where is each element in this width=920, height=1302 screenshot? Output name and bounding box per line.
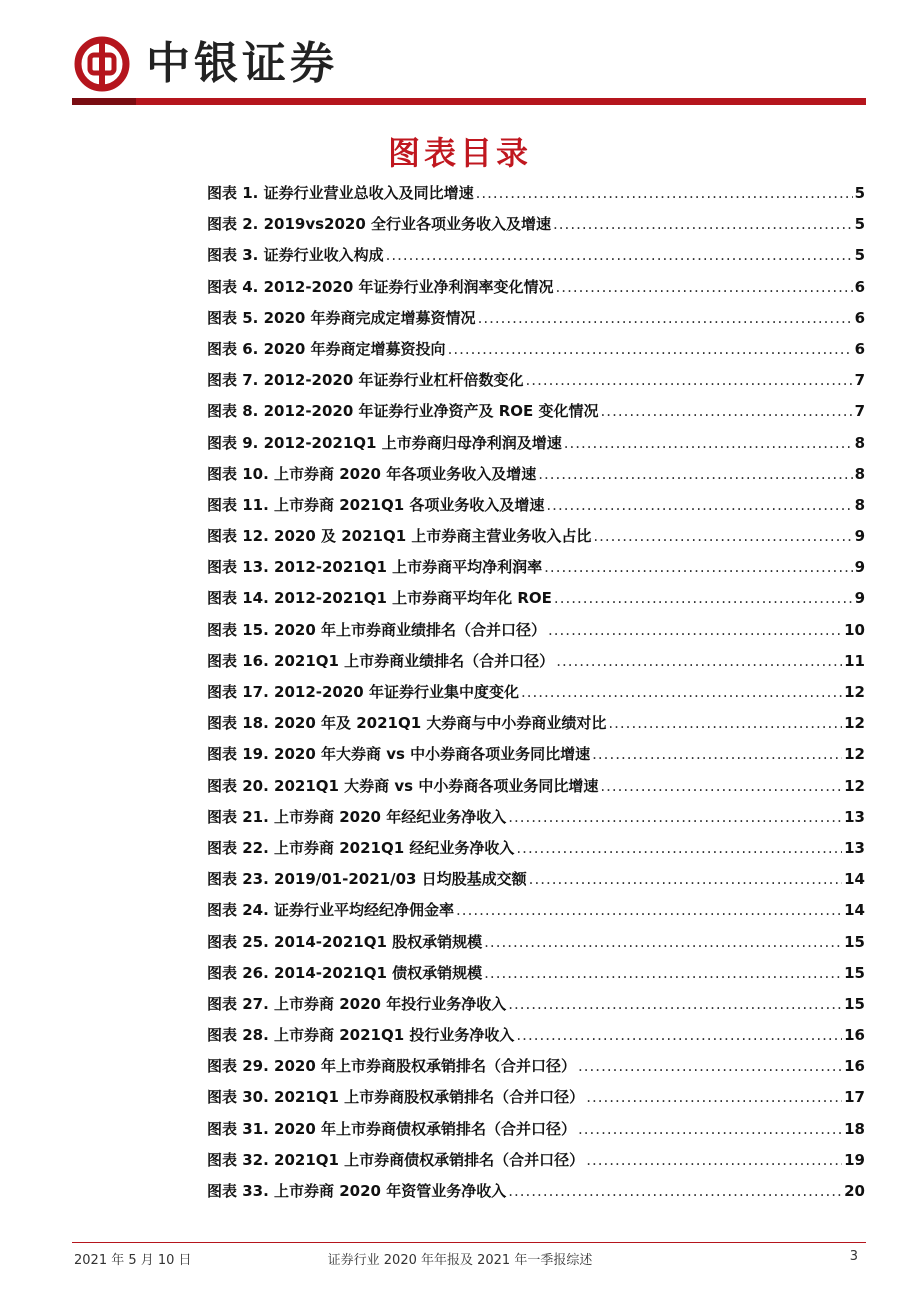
toc-entry[interactable] bbox=[207, 400, 865, 431]
toc-entry-page: 7 bbox=[854, 371, 865, 390]
toc-entry[interactable] bbox=[207, 182, 865, 213]
toc-entry[interactable] bbox=[207, 1118, 865, 1149]
toc-entry-page: 16 bbox=[844, 1026, 865, 1045]
toc-leader-dots bbox=[521, 683, 842, 701]
toc-entry[interactable] bbox=[207, 806, 865, 837]
toc-entry-page: 17 bbox=[844, 1088, 865, 1107]
toc-entry[interactable] bbox=[207, 962, 865, 993]
toc-entry[interactable] bbox=[207, 556, 865, 587]
toc-entry[interactable] bbox=[207, 244, 865, 275]
toc-entry-label: 图表 8. 2012-2020 年证券行业净资产及 ROE 变化情况 bbox=[207, 402, 599, 421]
toc-entry-page: 6 bbox=[854, 308, 865, 327]
toc-leader-dots bbox=[538, 465, 852, 483]
toc-entry-label: 图表 3. 证券行业收入构成 bbox=[207, 246, 384, 265]
toc-entry[interactable] bbox=[207, 1024, 865, 1055]
footer-report-title: 证券行业 2020 年年报及 2021 年一季报综述 bbox=[327, 1253, 593, 1268]
toc-leader-dots bbox=[508, 995, 842, 1013]
toc-entry-label: 图表 27. 上市券商 2020 年投行业务净收入 bbox=[207, 994, 507, 1013]
toc-entry-page: 8 bbox=[854, 433, 865, 452]
toc-leader-dots bbox=[564, 434, 853, 452]
toc-leader-dots bbox=[516, 1026, 842, 1044]
toc-entry-label: 图表 18. 2020 年及 2021Q1 大券商与中小券商业绩对比 bbox=[207, 714, 607, 733]
toc-leader-dots bbox=[592, 745, 842, 763]
toc-leader-dots bbox=[556, 652, 842, 670]
toc-entry[interactable] bbox=[207, 650, 865, 681]
toc-leader-dots bbox=[476, 184, 853, 202]
toc-entry[interactable] bbox=[207, 432, 865, 463]
toc-entry-label: 图表 1. 证券行业营业总收入及同比增速 bbox=[207, 184, 474, 202]
toc-entry-page: 5 bbox=[854, 215, 865, 234]
toc-entry[interactable] bbox=[207, 1055, 865, 1086]
toc-entry[interactable] bbox=[207, 213, 865, 244]
toc-entry-page: 9 bbox=[854, 527, 865, 546]
toc-leader-dots bbox=[456, 901, 842, 919]
toc-entry-label: 图表 30. 2021Q1 上市券商股权承销排名（合并口径） bbox=[207, 1088, 585, 1107]
toc-entry[interactable] bbox=[207, 525, 865, 556]
toc-entry-label: 图表 13. 2012-2021Q1 上市券商平均净利润率 bbox=[207, 558, 543, 577]
toc-entry[interactable] bbox=[207, 463, 865, 494]
toc-entry-label: 图表 28. 上市券商 2021Q1 投行业务净收入 bbox=[207, 1026, 515, 1045]
toc-entry-page: 11 bbox=[844, 651, 865, 670]
bank-of-china-logo-icon bbox=[74, 36, 130, 92]
toc-entry-page: 5 bbox=[854, 246, 865, 265]
toc-entry-label: 图表 15. 2020 年上市券商业绩排名（合并口径） bbox=[207, 620, 546, 639]
footer-page-number: 3 bbox=[849, 1249, 858, 1264]
toc-entry-page: 13 bbox=[844, 807, 865, 826]
toc-leader-dots bbox=[608, 714, 842, 732]
toc-entry-label: 图表 26. 2014-2021Q1 债权承销规模 bbox=[207, 963, 483, 982]
toc-entry-page: 12 bbox=[844, 776, 865, 795]
toc-entry-page: 15 bbox=[844, 932, 865, 951]
toc-entry[interactable] bbox=[207, 868, 865, 899]
toc-leader-dots bbox=[600, 777, 842, 795]
toc-leader-dots bbox=[484, 964, 842, 982]
toc-entry-label: 图表 14. 2012-2021Q1 上市券商平均年化 ROE bbox=[207, 589, 552, 608]
toc-entry-label: 图表 29. 2020 年上市券商股权承销排名（合并口径） bbox=[207, 1057, 576, 1076]
toc-entry-page: 12 bbox=[844, 745, 865, 764]
toc-entry-label: 图表 16. 2021Q1 上市券商业绩排名（合并口径） bbox=[207, 651, 555, 670]
toc-entry-page: 15 bbox=[844, 994, 865, 1013]
toc-leader-dots bbox=[529, 870, 842, 888]
toc-entry-page: 20 bbox=[844, 1182, 865, 1200]
toc-entry[interactable] bbox=[207, 681, 865, 712]
toc-leader-dots bbox=[593, 527, 852, 545]
toc-entry-label: 图表 25. 2014-2021Q1 股权承销规模 bbox=[207, 932, 483, 951]
toc-entry[interactable] bbox=[207, 712, 865, 743]
toc-entry[interactable] bbox=[207, 494, 865, 525]
toc-entry-label: 图表 9. 2012-2021Q1 上市券商归母净利润及增速 bbox=[207, 433, 562, 452]
toc-leader-dots bbox=[484, 933, 842, 951]
toc-leader-dots bbox=[546, 496, 852, 514]
toc-entry-page: 6 bbox=[854, 339, 865, 358]
toc-entry[interactable] bbox=[207, 775, 865, 806]
toc-entry-page: 16 bbox=[844, 1057, 865, 1076]
header-divider-accent bbox=[72, 98, 136, 105]
toc-entry-page: 12 bbox=[844, 714, 865, 733]
toc-entry-page: 7 bbox=[854, 402, 865, 421]
toc-entry[interactable] bbox=[207, 307, 865, 338]
toc-entry-label: 图表 4. 2012-2020 年证券行业净利润率变化情况 bbox=[207, 277, 554, 296]
toc-entry-label: 图表 19. 2020 年大券商 vs 中小券商各项业务同比增速 bbox=[207, 745, 591, 764]
toc-leader-dots bbox=[578, 1057, 842, 1075]
toc-entry[interactable] bbox=[207, 743, 865, 774]
toc-entry[interactable] bbox=[207, 276, 865, 307]
toc-leader-dots bbox=[556, 278, 853, 296]
toc-entry-label: 图表 23. 2019/01-2021/03 日均股基成交额 bbox=[207, 870, 527, 889]
toc-entry[interactable] bbox=[207, 338, 865, 369]
toc-leader-dots bbox=[508, 808, 842, 826]
toc-entry-page: 9 bbox=[854, 558, 865, 577]
toc-leader-dots bbox=[586, 1088, 842, 1106]
toc-entry-label: 图表 12. 2020 及 2021Q1 上市券商主营业务收入占比 bbox=[207, 527, 592, 546]
toc-entry[interactable] bbox=[207, 619, 865, 650]
toc-leader-dots bbox=[386, 246, 853, 264]
toc-leader-dots bbox=[586, 1151, 842, 1169]
toc-entry[interactable] bbox=[207, 1180, 865, 1211]
toc-leader-dots bbox=[544, 558, 852, 576]
toc-leader-dots bbox=[448, 340, 853, 358]
toc-leader-dots bbox=[548, 621, 842, 639]
toc-entry-label: 图表 5. 2020 年券商完成定增募资情况 bbox=[207, 308, 476, 327]
header-divider bbox=[72, 98, 866, 105]
footer-date: 2021 年 5 月 10 日 bbox=[74, 1253, 192, 1268]
toc-leader-dots bbox=[526, 371, 853, 389]
toc-entry[interactable] bbox=[207, 993, 865, 1024]
toc-entry-label: 图表 31. 2020 年上市券商债权承销排名（合并口径） bbox=[207, 1119, 576, 1138]
toc-entry-label: 图表 17. 2012-2020 年证券行业集中度变化 bbox=[207, 683, 519, 701]
page-header bbox=[0, 0, 920, 110]
toc-leader-dots bbox=[553, 215, 853, 233]
toc-leader-dots bbox=[478, 309, 853, 327]
toc-entry-page: 15 bbox=[844, 963, 865, 982]
table-of-figures bbox=[207, 182, 865, 1211]
page-title: 图表目录 bbox=[387, 134, 532, 172]
toc-entry-label: 图表 32. 2021Q1 上市券商债权承销排名（合并口径） bbox=[207, 1150, 585, 1169]
footer-divider bbox=[72, 1242, 866, 1243]
toc-entry[interactable] bbox=[207, 899, 865, 930]
toc-entry[interactable] bbox=[207, 369, 865, 400]
toc-entry-page: 14 bbox=[844, 870, 865, 889]
toc-entry-label: 图表 11. 上市券商 2021Q1 各项业务收入及增速 bbox=[207, 495, 545, 514]
brand-name: 中银证券 bbox=[146, 38, 338, 89]
toc-entry-label: 图表 33. 上市券商 2020 年资管业务净收入 bbox=[207, 1182, 507, 1200]
toc-entry-page: 5 bbox=[854, 184, 865, 202]
toc-entry-label: 图表 24. 证券行业平均经纪净佣金率 bbox=[207, 901, 455, 920]
toc-entry-label: 图表 22. 上市券商 2021Q1 经纪业务净收入 bbox=[207, 838, 515, 857]
toc-entry-label: 图表 2. 2019vs2020 全行业各项业务收入及增速 bbox=[207, 215, 552, 234]
toc-leader-dots bbox=[578, 1120, 842, 1138]
toc-entry-page: 8 bbox=[854, 464, 865, 483]
toc-entry-label: 图表 20. 2021Q1 大券商 vs 中小券商各项业务同比增速 bbox=[207, 776, 599, 795]
toc-entry-page: 8 bbox=[854, 495, 865, 514]
toc-entry[interactable] bbox=[207, 1149, 865, 1180]
toc-entry-page: 13 bbox=[844, 838, 865, 857]
toc-leader-dots bbox=[601, 402, 853, 420]
toc-entry[interactable] bbox=[207, 931, 865, 962]
toc-leader-dots bbox=[516, 839, 842, 857]
toc-entry[interactable] bbox=[207, 1086, 865, 1117]
toc-entry-page: 10 bbox=[844, 620, 865, 639]
toc-entry-page: 14 bbox=[844, 901, 865, 920]
toc-entry-label: 图表 7. 2012-2020 年证券行业杠杆倍数变化 bbox=[207, 371, 524, 390]
toc-entry-label: 图表 21. 上市券商 2020 年经纪业务净收入 bbox=[207, 807, 507, 826]
toc-entry-page: 9 bbox=[854, 589, 865, 608]
toc-entry-page: 19 bbox=[844, 1150, 865, 1169]
toc-entry[interactable] bbox=[207, 587, 865, 618]
toc-leader-dots bbox=[554, 589, 853, 607]
toc-leader-dots bbox=[508, 1182, 842, 1200]
toc-entry-page: 18 bbox=[844, 1119, 865, 1138]
toc-entry-label: 图表 6. 2020 年券商定增募资投向 bbox=[207, 339, 446, 358]
toc-entry-page: 12 bbox=[844, 683, 865, 701]
toc-entry[interactable] bbox=[207, 837, 865, 868]
toc-entry-page: 6 bbox=[854, 277, 865, 296]
toc-entry-label: 图表 10. 上市券商 2020 年各项业务收入及增速 bbox=[207, 464, 537, 483]
